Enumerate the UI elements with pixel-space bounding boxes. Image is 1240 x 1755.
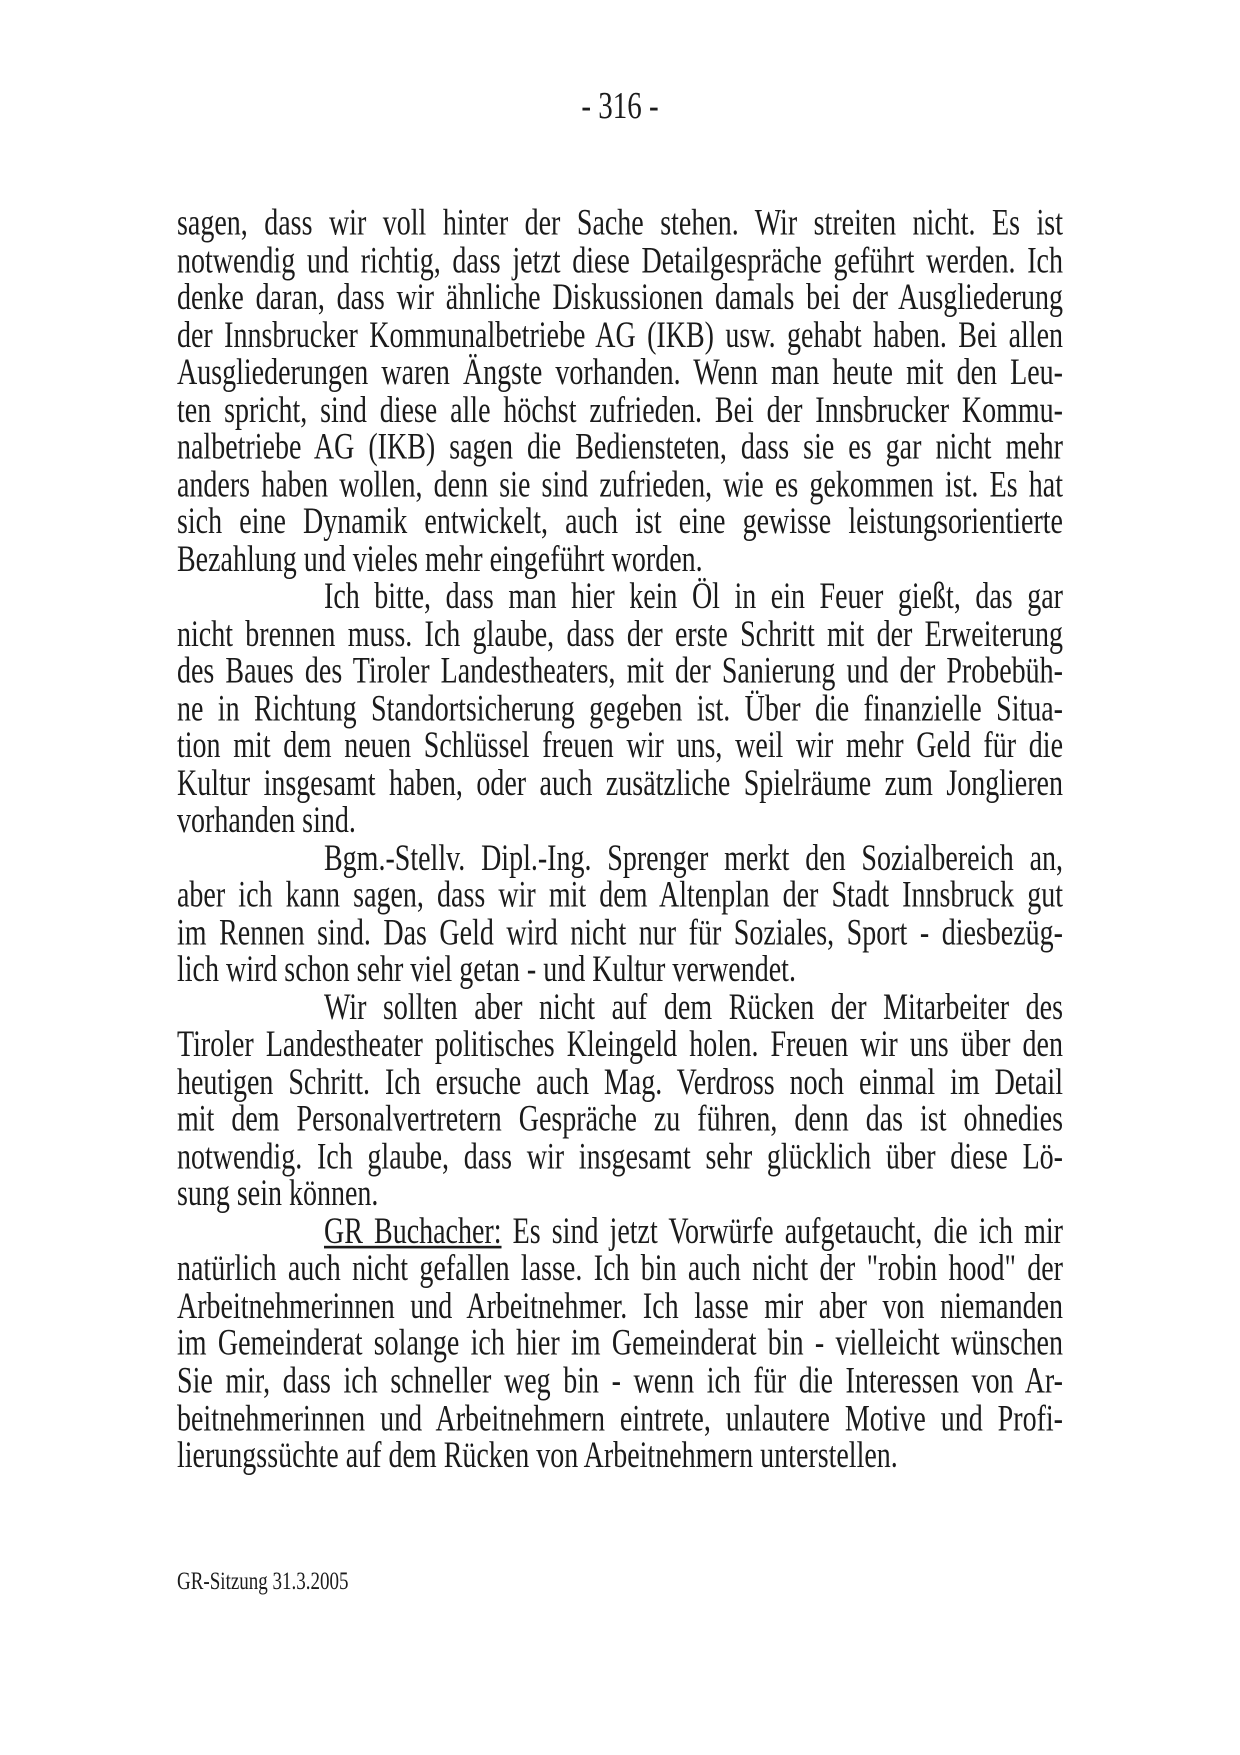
paragraph [177,838,1063,991]
text-line: Bgm.-Stellv. Dipl.-Ing. Sprenger merkt den Sozialbereich an, [324,838,1063,879]
text-line: notwendig. Ich glaube, dass wir insgesamt sehr glücklich über diese Lö- [177,1136,1063,1178]
text-line: sich eine Dynamik entwickelt, auch ist eine gewisse leistungsorientierte [177,501,1063,543]
paragraph [177,576,1063,842]
text-line: nicht brennen muss. Ich glaube, dass der erste Schritt mit der Erweiterung [177,613,1063,655]
text-line: anders haben wollen, denn sie sind zufrieden, wie es gekommen ist. Es hat [177,464,1063,506]
text-line: nalbetriebe AG (IKB) sagen die Bediensteten, dass sie es gar nicht mehr [177,427,1063,468]
text-line: sung sein können. [177,1174,379,1215]
text-line: Arbeitnehmerinnen und Arbeitnehmer. Ich lasse mir aber von niemanden [177,1286,1063,1327]
text-line: GR Buchacher: Es sind jetzt Vorwürfe aufgetaucht, die ich mir [324,1211,1063,1253]
text-line: ten spricht, sind diese alle höchst zufrieden. Bei der Innsbrucker Kommu- [177,389,1063,431]
text-line: Kultur insgesamt haben, oder auch zusätzliche Spielräume zum Jonglieren [177,763,1063,804]
text-line: Bezahlung und vieles mehr eingeführt worden. [177,539,703,580]
text-line: ne in Richtung Standortsicherung gegeben ist. Über die finanzielle Situa- [177,688,1063,730]
text-line: heutigen Schritt. Ich ersuche auch Mag. Verdross noch einmal im Detail [177,1062,1063,1103]
text-line: vorhanden sind. [177,800,356,842]
text-line: lich wird schon sehr viel getan - und Kultur verwendet. [177,950,796,991]
speaker-name: GR Buchacher: [324,1211,502,1253]
paragraph [177,203,1063,580]
text-line: natürlich auch nicht gefallen lasse. Ich bin auch nicht der "robin hood" der [177,1249,1063,1290]
paragraph [177,1211,1063,1477]
text-line: Wir sollten aber nicht auf dem Rücken der Mitarbeiter des [324,987,1063,1029]
page-number: - 316 - [581,85,659,128]
text-line: tion mit dem neuen Schlüssel freuen wir uns, weil wir mehr Geld für die [177,726,1063,767]
text-line: im Rennen sind. Das Geld wird nicht nur für Soziales, Sport - diesbezüg- [177,912,1063,954]
text-line: denke daran, dass wir ähnliche Diskussionen damals bei der Ausgliederung [177,277,1063,319]
text-line: Sie mir, dass ich schneller weg bin - wenn ich für die Interessen von Ar- [177,1361,1063,1402]
text-line: Ich bitte, dass man hier kein Öl in ein Feuer gießt, das gar [324,576,1063,618]
text-line: im Gemeinderat solange ich hier im Gemeinderat bin - vielleicht wünschen [177,1323,1063,1365]
text-line: lierungssüchte auf dem Rücken von Arbeitnehmern unterstellen. [177,1435,898,1477]
text-line: sagen, dass wir voll hinter der Sache stehen. Wir streiten nicht. Es ist [177,203,1063,244]
text-line: der Innsbrucker Kommunalbetriebe AG (IKB) usw. gehabt haben. Bei allen [177,315,1063,356]
text-line: notwendig und richtig, dass jetzt diese Detailgespräche geführt werden. Ich [177,240,1063,282]
footer-session-label: GR-Sitzung 31.3.2005 [177,1568,349,1596]
document-body [177,203,1063,1477]
paragraph [177,987,1063,1215]
text-line: des Baues des Tiroler Landestheaters, mit der Sanierung und der Probebüh- [177,651,1063,692]
text-line: mit dem Personalvertretern Gespräche zu führen, denn das ist ohnedies [177,1099,1063,1141]
text-line: Ausgliederungen waren Ängste vorhanden. Wenn man heute mit den Leu- [177,352,1063,394]
text-line: aber ich kann sagen, dass wir mit dem Altenplan der Stadt Innsbruck gut [177,875,1063,917]
text-line: beitnehmerinnen und Arbeitnehmern eintrete, unlautere Motive und Profi- [177,1398,1063,1440]
text-line: Tiroler Landestheater politisches Kleingeld holen. Freuen wir uns über den [177,1024,1063,1066]
